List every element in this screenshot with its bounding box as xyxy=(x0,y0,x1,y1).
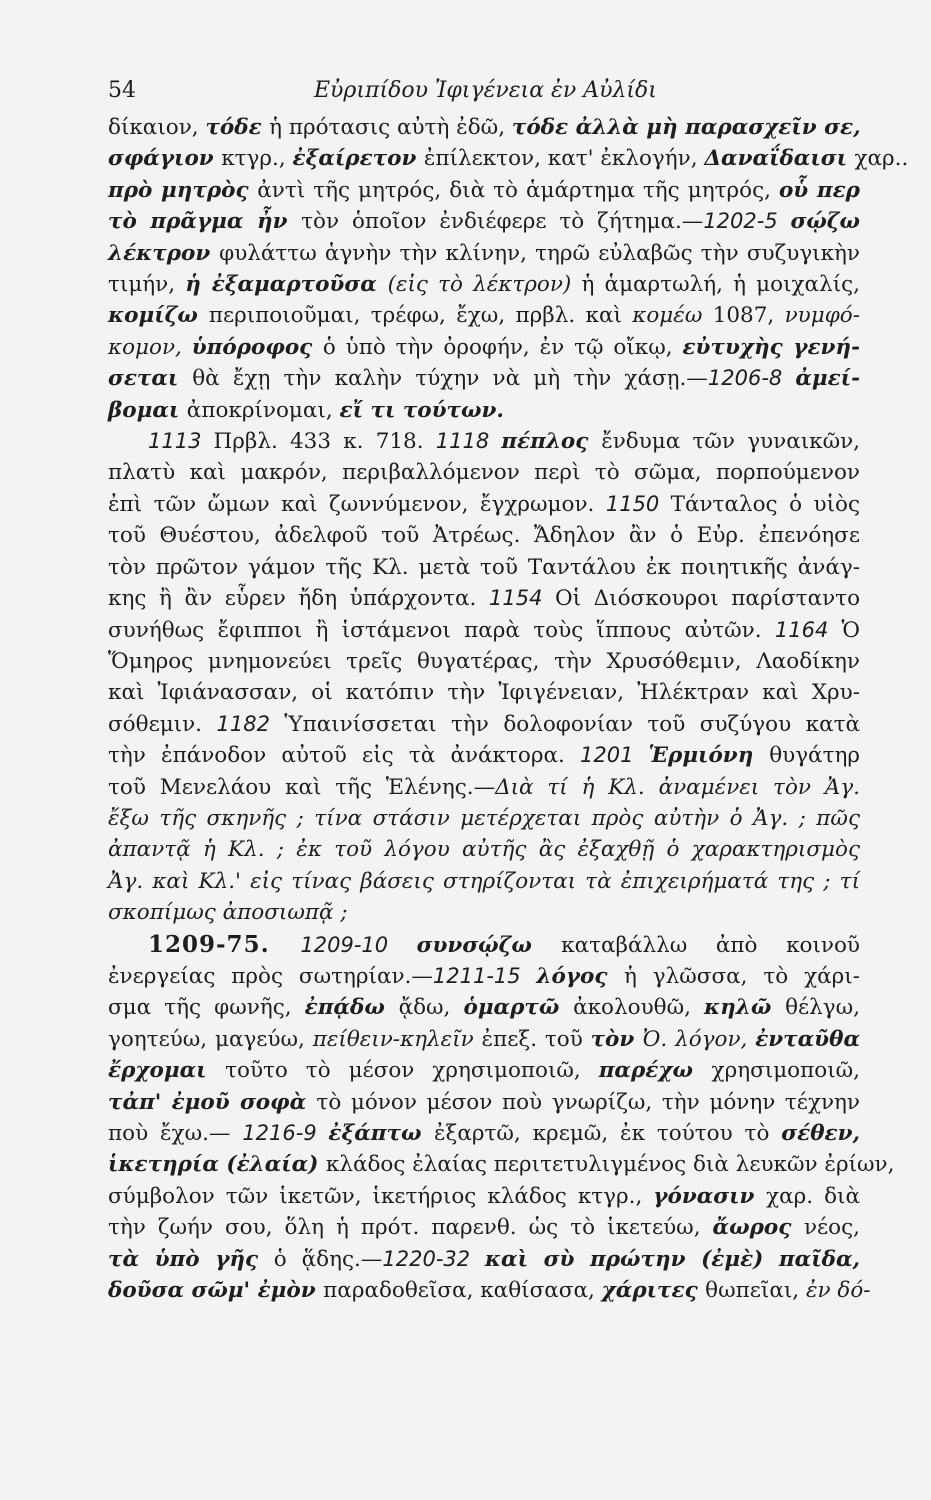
text-segment: κλάδος ἐλαίας περιτετυλιγμένος διὰ λευκῶν ἐρίων, xyxy=(325,1152,895,1178)
text-segment: τὸν πρῶτον γάμον τῆς Κλ. μετὰ τοῦ Ταντάλου ἐκ ποιητικῆς ἀνάγ- xyxy=(108,554,860,580)
text-line xyxy=(108,206,860,237)
italic-text: κομον, xyxy=(108,334,192,360)
text-line xyxy=(108,772,860,803)
italic-text: ἔξω τῆς σκηνῆς ; τίνα στάσιν μετέρχεται πρὸς αὐτὴν ὁ Ἀγ. ; πῶς xyxy=(108,805,860,831)
verse-reference: 1182 xyxy=(216,711,285,736)
text-segment: θωπεῖαι, xyxy=(705,1278,806,1304)
text-segment: παραδοθεῖσα, καθίσασα, xyxy=(323,1278,602,1304)
text-line xyxy=(108,1244,860,1275)
verse-reference: 1211-15 xyxy=(432,963,537,988)
italic-text: Ἀγ. καὶ Κλ.' εἰς τίνας βάσεις στηρίζονται τὰ ἐπιχειρήματά της ; τί xyxy=(108,868,860,894)
text-line xyxy=(108,332,860,363)
text-segment: ἐπίλεκτον, κατ' ἐκλογήν, xyxy=(423,146,705,172)
lemma-term: ἐπᾴδω xyxy=(304,995,399,1021)
commentary-text xyxy=(108,112,909,1306)
verse-reference: 1164 xyxy=(774,617,842,642)
italic-text: κομέω xyxy=(632,303,713,329)
lemma-term: παρέχω xyxy=(598,1058,712,1084)
text-segment: τιμήν, xyxy=(108,272,186,298)
text-segment: Τάνταλος ὁ υἱὸς xyxy=(670,491,860,517)
text-segment: ἔνδυμα τῶν γυναικῶν, xyxy=(601,429,861,455)
text-segment: 1087, xyxy=(712,303,785,329)
text-segment: ἡ ἁμαρτωλή, ἡ μοιχαλίς, xyxy=(581,272,860,298)
text-segment: σύμβολον τῶν ἱκετῶν, ἱκετήριος κλάδος κτγρ., xyxy=(108,1183,654,1209)
italic-text: ἐν δό- xyxy=(805,1278,871,1304)
section-heading: 1209-75. xyxy=(148,930,301,958)
text-segment: πλατὺ καὶ μακρόν, περιβαλλόμενον περὶ τὸ σῶμα, πορπούμενον xyxy=(108,460,860,486)
text-line xyxy=(108,677,860,708)
text-segment: τὸν ὁποῖον ἐνδιέφερε τὸ ζήτημα.— xyxy=(301,209,704,235)
text-line xyxy=(108,740,860,771)
text-line xyxy=(108,646,860,677)
text-segment: καὶ Ἰφιάνασσαν, οἱ κατόπιν τὴν Ἰφιγένειαν, Ἠλέκτραν καὶ Χρυ- xyxy=(108,680,860,706)
text-segment: κης ἢ ἂν εὗρεν ἤδη ὑπάρχοντα. xyxy=(108,586,490,612)
text-line xyxy=(108,520,860,551)
lemma-term: ἔρχομαι xyxy=(108,1058,226,1084)
verse-reference: 1201 xyxy=(580,743,649,768)
text-line xyxy=(108,1087,860,1118)
text-line xyxy=(108,709,860,740)
lemma-term: τόδε ἀλλὰ μὴ παρασχεῖν σε, xyxy=(511,115,861,140)
verse-reference: 1209-10 xyxy=(300,932,417,957)
lemma-term: κηλῶ xyxy=(704,995,786,1021)
italic-text: πείθειν-κηλεῖν xyxy=(312,1026,482,1052)
lemma-term: γόνασιν xyxy=(653,1183,767,1209)
verse-reference: 1202-5 xyxy=(703,209,791,234)
italic-text: ἀναμένει τὸν Ἀγ. xyxy=(658,774,860,800)
lemma-term: ἱκετηρία (ἐλαία) xyxy=(108,1152,326,1178)
text-line xyxy=(108,143,909,174)
lemma-term: συνσῴζω xyxy=(416,932,562,958)
text-segment: κτγρ., xyxy=(221,146,293,172)
text-segment: θέλγω, xyxy=(785,995,860,1021)
lemma-term: τόδε xyxy=(205,115,270,140)
lemma-term: σῴζω xyxy=(790,209,860,235)
text-segment: δίκαιον, xyxy=(108,115,206,140)
text-segment: συνήθως ἔφιπποι ἢ ἱστάμενοι παρὰ τοὺς ἵππους αὐτῶν. xyxy=(108,617,775,643)
text-line xyxy=(108,175,860,206)
text-line xyxy=(108,803,860,834)
text-segment: Πρβλ. 433 κ. 718. xyxy=(213,429,436,455)
text-segment: Ὁ xyxy=(841,617,860,643)
verse-reference: 1154 xyxy=(489,586,555,611)
lemma-term: ἄωρος xyxy=(712,1215,804,1241)
text-segment: περιποιοῦμαι, τρέφω, ἔχω, πρβλ. καὶ xyxy=(208,303,633,329)
lemma-term: ἐνταῦθα xyxy=(755,1026,860,1052)
lemma-term: βομαι xyxy=(108,397,187,423)
lemma-term: ἀμεί- xyxy=(795,366,860,392)
lemma-term: ὁμαρτῶ xyxy=(463,995,574,1021)
lemma-term: Δαναΐδαισι xyxy=(704,146,855,172)
italic-text: Ὀ. λόγον, xyxy=(642,1026,756,1052)
text-line xyxy=(108,489,860,520)
text-segment: ἀντὶ τῆς μητρός, διὰ τὸ ἁμάρτημα τῆς μητρός, xyxy=(257,177,779,203)
text-segment: ἐπὶ τῶν ὤμων καὶ ζωννύμενον, ἔγχρωμον. xyxy=(108,491,606,517)
italic-text: (εἰς τὸ λέκτρον) xyxy=(387,272,582,298)
verse-reference: 1216-9 xyxy=(242,1121,329,1145)
text-line xyxy=(108,363,860,394)
lemma-term: ἐξαίρετον xyxy=(292,146,424,172)
text-line xyxy=(108,269,860,300)
text-segment: ᾄδω, xyxy=(398,995,464,1021)
text-line xyxy=(108,834,860,865)
lemma-term: Ἑρμιόνη xyxy=(648,743,770,769)
verse-reference: 1118 xyxy=(435,429,502,454)
text-line xyxy=(108,238,860,269)
text-segment: Οἱ Διόσκουροι παρίσταντο xyxy=(554,586,861,612)
text-line xyxy=(108,1181,860,1212)
lemma-term: οὗ περ xyxy=(778,177,860,203)
text-line xyxy=(108,615,860,646)
verse-reference: 1220-32 xyxy=(382,1246,485,1271)
text-segment: τοῦ Μενελάου καὶ τῆς Ἑλένης.— xyxy=(108,774,496,800)
text-segment: χαρ. διὰ xyxy=(766,1183,861,1209)
lemma-term: σεται xyxy=(108,366,193,392)
lemma-term: πρὸ μητρὸς xyxy=(108,177,258,203)
lemma-term: τὰ ὑπὸ γῆς xyxy=(108,1246,274,1272)
text-line xyxy=(108,1212,860,1243)
text-segment: ποὺ ἔχω.— xyxy=(108,1121,243,1146)
text-segment: σόθεμιν. xyxy=(108,711,217,737)
text-line xyxy=(108,961,860,992)
lemma-term: τὸν xyxy=(590,1026,643,1052)
text-line xyxy=(108,552,860,583)
text-segment: ἀποκρίνομαι, xyxy=(186,397,340,423)
lemma-term: ἐξάπτω xyxy=(328,1121,434,1146)
text-segment: ὁ ὑπὸ τὴν ὀροφήν, ἐν τῷ οἴκῳ, xyxy=(322,334,683,360)
italic-text: σκοπίμως ἀποσιωπᾷ ; xyxy=(108,900,348,926)
text-line xyxy=(108,866,860,897)
text-segment: θυγάτηρ xyxy=(769,743,860,769)
text-segment: θὰ ἔχῃ τὴν καλὴν τύχην νὰ μὴ τὴν χάσῃ.— xyxy=(192,366,708,392)
text-line xyxy=(108,112,860,143)
text-line xyxy=(108,1118,860,1149)
text-line xyxy=(108,992,860,1023)
verse-reference: 1113 xyxy=(148,429,214,454)
text-segment: ἡ γλῶσσα, τὸ χάρι- xyxy=(623,963,860,989)
text-line xyxy=(108,1024,860,1055)
verse-reference: 1206-8 xyxy=(707,366,796,391)
lemma-term: δοῦσα σῶμ' ἐμὸν xyxy=(108,1278,324,1304)
text-segment: γοητεύω, μαγεύω, xyxy=(108,1026,313,1052)
lemma-term: ἡ ἐξαμαρτοῦσα xyxy=(185,272,388,298)
text-segment: τοῦ Θυέστου, ἀδελφοῦ τοῦ Ἀτρέως. Ἄδηλον ἂν ὁ Εὐρ. ἐπενόησε xyxy=(108,523,860,549)
lemma-term: λόγος xyxy=(536,963,624,989)
text-line xyxy=(108,300,860,331)
text-line xyxy=(108,1055,860,1086)
lemma-term: εὐτυχὴς γενή- xyxy=(682,334,860,360)
text-line xyxy=(108,897,860,928)
book-page xyxy=(108,72,909,1306)
text-segment: χαρ.. xyxy=(854,146,909,172)
page-header xyxy=(108,72,860,112)
lemma-term: λέκτρον xyxy=(108,240,220,266)
text-line xyxy=(108,1275,871,1306)
lemma-term: τὸ πρᾶγμα ἦν xyxy=(108,209,302,235)
text-segment: καταβάλλω ἀπὸ κοινοῦ xyxy=(561,932,861,958)
text-segment: τοῦτο τὸ μέσον χρησιμοποιῶ, xyxy=(225,1058,599,1084)
text-segment: ἐξαρτῶ, κρεμῶ, ἐκ τούτου τὸ xyxy=(433,1121,782,1146)
text-segment: ἡ πρότασις αὐτὴ ἐδῶ, xyxy=(269,115,512,140)
text-segment: τὴν ζωήν σου, ὅλη ἡ πρότ. παρενθ. ὡς τὸ ἱκετεύω, xyxy=(108,1215,713,1241)
text-line xyxy=(108,395,860,426)
text-segment: ὁ ᾅδης.— xyxy=(273,1246,383,1272)
lemma-term: σέθεν, xyxy=(781,1121,861,1146)
text-segment: νέος, xyxy=(803,1215,860,1241)
text-segment: ἐπεξ. τοῦ xyxy=(481,1026,591,1052)
italic-text: Διὰ τί ἡ Κλ. xyxy=(495,774,659,800)
lemma-term: σφάγιον xyxy=(108,146,222,172)
lemma-term: τἀπ' ἐμοῦ σοφὰ xyxy=(108,1089,317,1115)
text-segment: φυλάττω ἁγνὴν τὴν κλίνην, τηρῶ εὐλαβῶς τὴν συζυγικὴν xyxy=(219,240,860,266)
lemma-term: χάριτες xyxy=(601,1278,706,1304)
text-segment: σμα τῆς φωνῆς, xyxy=(108,995,305,1021)
text-segment: ἀκολουθῶ, xyxy=(573,995,705,1021)
lemma-term: καὶ σὺ πρώτην (ἐμὲ) παῖδα, xyxy=(484,1246,860,1272)
text-line xyxy=(108,426,860,457)
lemma-term: ὑπόροφος xyxy=(191,334,323,360)
text-segment: τὴν ἐπάνοδον αὐτοῦ εἰς τὰ ἀνάκτορα. xyxy=(108,743,581,769)
verse-reference: 1150 xyxy=(605,491,671,516)
text-segment: Ὅμηρος μνημονεύει τρεῖς θυγατέρας, τὴν Χρυσόθεμιν, Λαοδίκην xyxy=(108,648,860,674)
lemma-term: εἴ τι τούτων. xyxy=(339,397,504,423)
italic-text: ἀπαντᾷ ἡ Κλ. ; ἐκ τοῦ λόγου αὐτῆς ἂς ἐξαχθῇ ὁ χαρακτηρισμὸς xyxy=(108,837,860,863)
text-line xyxy=(108,457,860,488)
text-line xyxy=(108,1149,895,1180)
text-line xyxy=(108,583,860,614)
text-segment: Ὑπαινίσσεται τὴν δολοφονίαν τοῦ συζύγου κατὰ xyxy=(284,711,861,737)
italic-text: νυμφό- xyxy=(784,303,860,329)
text-segment: ἐνεργείας πρὸς σωτηρίαν.— xyxy=(108,963,433,989)
text-segment: τὸ μόνον μέσον ποὺ γνωρίζω, τὴν μόνην τέχνην xyxy=(316,1089,860,1115)
lemma-term: πέπλος xyxy=(501,429,602,455)
text-segment: χρησιμοποιῶ, xyxy=(711,1058,860,1084)
page-number: 54 xyxy=(108,78,136,103)
running-title: Εὐριπίδου Ἰφιγένεια ἐν Αὐλίδι xyxy=(314,78,657,103)
lemma-term: κομίζω xyxy=(108,303,209,329)
text-line xyxy=(108,929,860,961)
